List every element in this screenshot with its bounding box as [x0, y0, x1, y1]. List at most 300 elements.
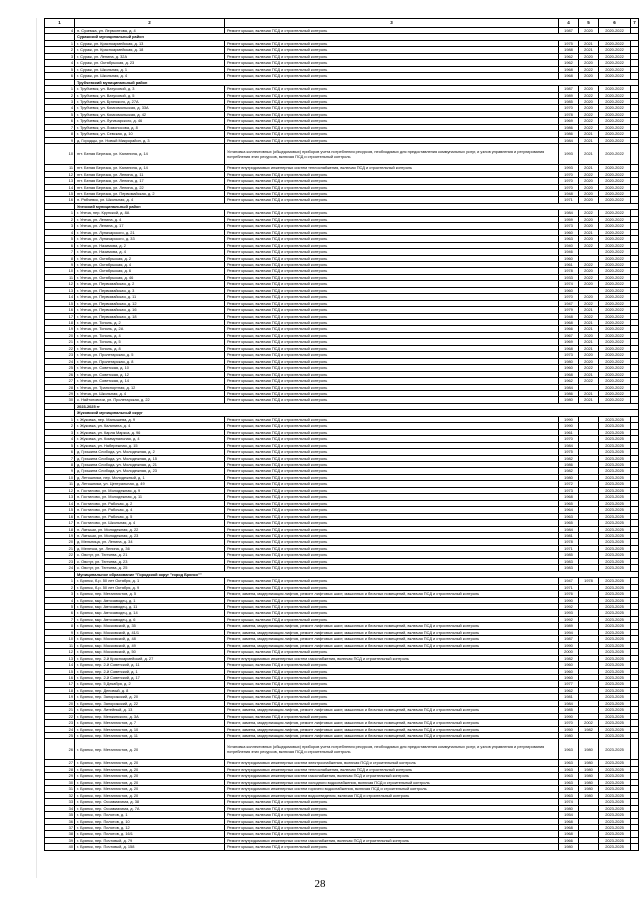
row-number-cell: 30 [45, 397, 75, 403]
address-cell: пгт. Белая Березка, ул. Первомайская, д. 2 [75, 190, 225, 196]
build-year-cell: 1985 [559, 552, 579, 558]
address-cell: г. Брянск, пер. Деповый, д. 8 [75, 687, 225, 693]
address-cell: г. Унеча, ул. Октябрьская, д. 4 [75, 261, 225, 267]
table-row [45, 739, 639, 760]
planned-period-cell: 2023-2025 [599, 799, 631, 805]
address-cell: г. Жуковка, пер. Малышева, д. 9 [75, 416, 225, 422]
build-year-cell: 1962 [559, 687, 579, 693]
work-type-cell: Ремонт крыши, включая ПСД и строительный контроль [225, 384, 559, 390]
row-number-cell: 13 [45, 287, 75, 293]
last-repair-year-cell: 2021 [579, 131, 599, 137]
planned-period-cell: 2020-2022 [599, 124, 631, 130]
last-repair-year-cell: 1980 [579, 786, 599, 792]
address-cell: г. Брянск, пер. Металлистов, д. 20 [75, 779, 225, 785]
address-cell: г. Брянск, пер. Металлистов, д. 20 [75, 786, 225, 792]
build-year-cell: 1984 [559, 137, 579, 143]
build-year-cell: 1990 [559, 597, 579, 603]
work-type-cell: Ремонт крыши, включая ПСД и строительный контроль [225, 229, 559, 235]
address-cell: г. Сураж, ул. Школьная, д. 1 [75, 66, 225, 72]
work-type-cell: Ремонт крыши, включая ПСД и строительный контроль [225, 111, 559, 117]
address-cell: д. Гришина Слобода, ул. Молодежная, д. 21 [75, 462, 225, 468]
row-number-cell: 12 [45, 649, 75, 655]
planned-period-cell: 2023-2025 [599, 642, 631, 648]
row-number-cell: 25 [45, 733, 75, 739]
planned-period-cell: 2020-2022 [599, 184, 631, 190]
page-number: 28 [314, 878, 326, 890]
last-repair-year-cell: 2021 [579, 137, 599, 143]
work-type-cell: Ремонт крыши, включая ПСД и строительный контроль [225, 53, 559, 59]
work-type-cell: Ремонт внутридомовых инженерных систем газоснабжения, включая ПСД и строительный контроль [225, 837, 559, 843]
planned-period-cell: 2023-2025 [599, 558, 631, 564]
last-repair-year-cell: 2020 [579, 236, 599, 242]
build-year-cell: 1980 [559, 805, 579, 811]
build-year-cell: 1985 [559, 707, 579, 713]
row-number-cell: 8 [45, 623, 75, 629]
build-year-cell: 1970 [559, 105, 579, 111]
last-repair-year-cell: 2021 [579, 345, 599, 351]
planned-period-cell: 2023-2025 [599, 513, 631, 519]
last-repair-year-cell: 1982 [579, 726, 599, 732]
work-type-cell: Ремонт крыши, включая ПСД и строительный контроль [225, 449, 559, 455]
address-cell: г. Брянск, пер. 2-й Советский, д. 11 [75, 662, 225, 668]
build-year-cell: 1963 [559, 779, 579, 785]
address-cell: пгт. Белая Березка, ул. Ленина, д. 17 [75, 178, 225, 184]
build-year-cell: 1963 [559, 760, 579, 766]
address-cell: г. Унеча, ул. Первомайская, д. 18 [75, 313, 225, 319]
last-repair-year-cell: 2022 [579, 313, 599, 319]
last-repair-year-cell: 2022 [579, 66, 599, 72]
last-repair-year-cell: 2021 [579, 339, 599, 345]
work-type-cell: Ремонт крыши, включая ПСД и строительный контроль [225, 481, 559, 487]
planned-period-cell: 2023-2025 [599, 779, 631, 785]
last-repair-year-cell: 2021 [579, 307, 599, 313]
planned-period-cell: 2020-2022 [599, 281, 631, 287]
row-number-cell: 24 [45, 726, 75, 732]
work-type-cell: Ремонт крыши, включая ПСД и строительный контроль [225, 552, 559, 558]
work-type-cell: Ремонт крыши, включая ПСД и строительный контроль [225, 223, 559, 229]
build-year-cell: 1961 [559, 261, 579, 267]
address-cell: г. Трубчевск, ул. Брянского, д. 27А [75, 98, 225, 104]
row-number-cell: 2 [45, 584, 75, 590]
row-number-cell: 7 [45, 249, 75, 255]
header-cell: 4 [559, 19, 579, 28]
planned-period-cell: 2020-2022 [599, 165, 631, 171]
planned-period-cell: 2023-2025 [599, 597, 631, 603]
planned-period-cell: 2020-2022 [599, 47, 631, 53]
address-cell: г. Брянск, пер. Металлистов, д. 20 [75, 739, 225, 760]
build-year-cell: 1992 [559, 616, 579, 622]
address-cell: г. Трубчевск, ул. Комсомольская, д. 42 [75, 111, 225, 117]
planned-period-cell: 2023-2025 [599, 773, 631, 779]
address-cell: д. Гришина Слобода, ул. Молодежная, д. 2 [75, 449, 225, 455]
work-type-cell: Ремонт крыши, включая ПСД и строительный контроль [225, 713, 559, 719]
planned-period-cell: 2020-2022 [599, 352, 631, 358]
work-type-cell: Ремонт крыши, включая ПСД и строительный контроль [225, 578, 559, 584]
address-cell: г. Брянск, пер. Металлистов, д. 10 [75, 726, 225, 732]
row-number-cell: 11 [45, 274, 75, 280]
address-cell: п. Гостилово, ул. Рабочая, д. 2 [75, 500, 225, 506]
build-year-cell: 1967 [559, 332, 579, 338]
address-cell: г. Брянск, пер. Пилотов, д. 10 [75, 818, 225, 824]
build-year-cell: 1971 [559, 584, 579, 590]
row-number-cell: 1 [45, 40, 75, 46]
work-type-cell: Ремонт, замена, модернизация лифтов, ремонт лифтовых шахт, машинных и блочных помещений, включая ПСД и строительный контроль [225, 591, 559, 597]
row-number-cell: 4 [45, 28, 75, 34]
build-year-cell: 1960 [559, 662, 579, 668]
build-year-cell: 1993 [559, 144, 579, 165]
build-year-cell: 1980 [559, 844, 579, 850]
address-cell: г. Брянск, пер. Пилотов, д. 12 [75, 825, 225, 831]
last-repair-year-cell: 2021 [579, 229, 599, 235]
work-type-cell: Ремонт крыши, включая ПСД и строительный контроль [225, 131, 559, 137]
build-year-cell: 1972 [559, 481, 579, 487]
row-number-cell: 9 [45, 468, 75, 474]
row-number-cell: 39 [45, 837, 75, 843]
build-year-cell: 1977 [559, 681, 579, 687]
planned-period-cell: 2023-2025 [599, 636, 631, 642]
work-type-cell: Ремонт крыши, включая ПСД и строительный контроль [225, 137, 559, 143]
address-cell: г. Брянск, пер. 2-й Советский, д. 17 [75, 674, 225, 680]
section-title: Жуковский муниципальный округ [75, 410, 639, 416]
work-type-cell: Ремонт крыши, включая ПСД и строительный контроль [225, 616, 559, 622]
build-year-cell: 1970 [559, 171, 579, 177]
row-number-cell: 4 [45, 105, 75, 111]
last-repair-year-cell: 2020 [579, 197, 599, 203]
row-number-cell: 8 [45, 255, 75, 261]
build-year-cell: 1946 [559, 249, 579, 255]
last-repair-year-cell: 2022 [579, 365, 599, 371]
work-type-cell: Ремонт крыши, включая ПСД и строительный контроль [225, 261, 559, 267]
build-year-cell: 1978 [559, 111, 579, 117]
table-row [45, 144, 639, 165]
row-number-cell: 10 [45, 144, 75, 165]
row-number-cell: 33 [45, 799, 75, 805]
address-cell: г. Унеча, ул. Октябрьская, д. 46 [75, 274, 225, 280]
planned-period-cell: 2023-2025 [599, 429, 631, 435]
work-type-cell: Ремонт крыши, включая ПСД и строительный контроль [225, 558, 559, 564]
address-cell: п. Латыши, ул. Молодежная, д. 22 [75, 526, 225, 532]
capital-repair-table [44, 18, 639, 851]
last-repair-year-cell: 2020 [579, 281, 599, 287]
address-cell: г. Сураж, ул. Красноармейская, д. 13 [75, 40, 225, 46]
planned-period-cell: 2020-2022 [599, 66, 631, 72]
build-year-cell: 1980 [559, 397, 579, 403]
planned-period-cell: 2023-2025 [599, 442, 631, 448]
work-type-cell: Ремонт крыши, включая ПСД и строительный контроль [225, 597, 559, 603]
work-type-cell: Ремонт крыши, включая ПСД и строительный контроль [225, 178, 559, 184]
work-type-cell: Ремонт крыши, включая ПСД и строительный контроль [225, 249, 559, 255]
work-type-cell: Ремонт, замена, модернизация лифтов, ремонт лифтовых шахт, машинных и блочных помещений, включая ПСД и строительный контроль [225, 726, 559, 732]
address-cell: пгт. Белая Березка, ул. Ленина, д. 11 [75, 171, 225, 177]
work-type-cell: Ремонт крыши, включая ПСД и строительный контроль [225, 500, 559, 506]
build-year-cell: 1960 [559, 287, 579, 293]
address-cell: г. Брянск, мкр. Московский, д. 35 [75, 623, 225, 629]
row-number-cell: 15 [45, 300, 75, 306]
table-body [45, 19, 639, 851]
build-year-cell: 1981 [559, 532, 579, 538]
address-cell: п. Гостилово, ул. Рабочая, д. 4 [75, 507, 225, 513]
work-type-cell: Ремонт крыши, включая ПСД и строительный контроль [225, 268, 559, 274]
planned-period-cell: 2023-2025 [599, 766, 631, 772]
planned-period-cell: 2020-2022 [599, 313, 631, 319]
build-year-cell: 1970 [559, 294, 579, 300]
address-cell: г. Брянск, мкр. Московский, д. 41/1 [75, 629, 225, 635]
address-cell: г. Унеча, пер. Крупской, д. 8А [75, 210, 225, 216]
work-type-cell: Ремонт крыши, включая ПСД и строительный контроль [225, 831, 559, 837]
planned-period-cell: 2023-2025 [599, 591, 631, 597]
work-type-cell: Ремонт, замена, модернизация лифтов, ремонт лифтовых шахт, машинных и блочных помещений, включая ПСД и строительный контроль [225, 733, 559, 739]
build-year-cell: 1969 [559, 339, 579, 345]
address-cell: д. Городцы, ул. Новый Микрорайон, д. 3 [75, 137, 225, 143]
build-year-cell: 1987 [559, 636, 579, 642]
row-number-cell: 14 [45, 662, 75, 668]
planned-period-cell: 2020-2022 [599, 294, 631, 300]
build-year-cell: 1968 [559, 345, 579, 351]
section-title: Трубчевский муниципальный район [75, 79, 639, 85]
address-cell: г. Унеча, ул. Тополь, д. 5 [75, 339, 225, 345]
planned-period-cell: 2020-2022 [599, 371, 631, 377]
last-repair-year-cell: 2022 [579, 210, 599, 216]
work-type-cell: Ремонт крыши, включая ПСД и строительный контроль [225, 539, 559, 545]
row-number-cell: 27 [45, 378, 75, 384]
build-year-cell: 1990 [559, 416, 579, 422]
build-year-cell: 1947 [559, 300, 579, 306]
planned-period-cell: 2023-2025 [599, 720, 631, 726]
address-cell: г. Сураж, ул. Школьная, д. 4 [75, 73, 225, 79]
address-cell: г. Брянск, мкр. Московский, д. 48 [75, 636, 225, 642]
work-type-cell: Ремонт крыши, включая ПСД и строительный контроль [225, 416, 559, 422]
last-repair-year-cell: 2021 [579, 144, 599, 165]
build-year-cell: 1959 [559, 216, 579, 222]
planned-period-cell: 2023-2025 [599, 584, 631, 590]
address-cell: г. Брянск, пер. Почтовый, д. 158 [75, 844, 225, 850]
build-year-cell: 1990 [559, 642, 579, 648]
build-year-cell: 1968 [559, 818, 579, 824]
planned-period-cell: 2020-2022 [599, 365, 631, 371]
planned-period-cell: 2020-2022 [599, 339, 631, 345]
header-cell: 2 [75, 19, 225, 28]
planned-period-cell: 2020-2022 [599, 105, 631, 111]
address-cell: г. Брянск, пер. Металлистов, д. 20 [75, 792, 225, 798]
work-type-cell: Ремонт крыши, включая ПСД и строительный контроль [225, 332, 559, 338]
work-type-cell: Ремонт крыши, включая ПСД и строительный контроль [225, 216, 559, 222]
work-type-cell: Ремонт крыши, включая ПСД и строительный контроль [225, 603, 559, 609]
planned-period-cell: 2020-2022 [599, 190, 631, 196]
address-cell: г. Брянск, мкр. Московский, д. 49 [75, 642, 225, 648]
row-number-cell: 11 [45, 481, 75, 487]
planned-period-cell: 2020-2022 [599, 92, 631, 98]
row-number-cell: 4 [45, 597, 75, 603]
address-cell: пгт. Белая Березка, ул. Калинина, д. 14 [75, 144, 225, 165]
planned-period-cell: 2020-2022 [599, 261, 631, 267]
build-year-cell: 1948 [559, 313, 579, 319]
last-repair-year-cell: 2021 [579, 326, 599, 332]
row-number-cell: 14 [45, 184, 75, 190]
address-cell: г. Брянск, пер. Металлистов, д. 7 [75, 720, 225, 726]
row-number-cell: 6 [45, 73, 75, 79]
row-number-cell: 2 [45, 216, 75, 222]
last-repair-year-cell: 2020 [579, 98, 599, 104]
planned-period-cell: 2023-2025 [599, 674, 631, 680]
planned-period-cell: 2020-2022 [599, 242, 631, 248]
build-year-cell: 1980 [559, 474, 579, 480]
planned-period-cell: 2023-2025 [599, 629, 631, 635]
last-repair-year-cell: 2021 [579, 397, 599, 403]
planned-period-cell: 2020-2022 [599, 378, 631, 384]
address-cell: г. Унеча, ул. Первомайская, д. 2 [75, 281, 225, 287]
work-type-cell: Ремонт внутридомовых инженерных систем газоснабжения, включая ПСД и строительный контроль [225, 655, 559, 661]
build-year-cell: 1978 [559, 268, 579, 274]
last-repair-year-cell: 2021 [579, 320, 599, 326]
work-type-cell: Ремонт крыши, включая ПСД и строительный контроль [225, 391, 559, 397]
build-year-cell: 1962 [559, 378, 579, 384]
address-cell: д. Летошники, ул. Центральная, д. 49 [75, 481, 225, 487]
work-type-cell: Ремонт внутридомовых инженерных систем теплоснабжения, включая ПСД и строительный контроль [225, 766, 559, 772]
planned-period-cell: 2020-2022 [599, 137, 631, 143]
work-type-cell: Ремонт крыши, включая ПСД и строительный контроль [225, 700, 559, 706]
planned-period-cell: 2023-2025 [599, 700, 631, 706]
build-year-cell: 1979 [559, 307, 579, 313]
last-repair-year-cell: 2021 [579, 47, 599, 53]
address-cell: г. Брянск, пер. Металлистов, д. 20 [75, 766, 225, 772]
planned-period-cell: 2023-2025 [599, 831, 631, 837]
planned-period-cell: 2020-2022 [599, 236, 631, 242]
address-cell: п. Гостилово, ул. Молодежная, д. 9 [75, 487, 225, 493]
row-number-cell: 27 [45, 760, 75, 766]
last-repair-year-cell: 1980 [579, 792, 599, 798]
row-number-cell: 5 [45, 111, 75, 117]
row-number-cell: 4 [45, 436, 75, 442]
section-title: 2023-2025 гг [75, 403, 639, 409]
work-type-cell: Ремонт крыши, включая ПСД и строительный контроль [225, 274, 559, 280]
row-number-cell: 15 [45, 507, 75, 513]
build-year-cell: 1954 [559, 812, 579, 818]
build-year-cell: 1981 [559, 694, 579, 700]
build-year-cell: 1994 [559, 629, 579, 635]
row-number-cell: 10 [45, 636, 75, 642]
build-year-cell: 1965 [559, 500, 579, 506]
row-number-cell: 6 [45, 242, 75, 248]
planned-period-cell: 2020-2022 [599, 255, 631, 261]
work-type-cell: Ремонт крыши, включая ПСД и строительный контроль [225, 565, 559, 571]
build-year-cell: 1960 [559, 365, 579, 371]
address-cell: п. Рябчевск, ул. Школьная, д. 4 [75, 197, 225, 203]
planned-period-cell: 2023-2025 [599, 545, 631, 551]
build-year-cell: 1968 [559, 831, 579, 837]
planned-period-cell: 2020-2022 [599, 332, 631, 338]
planned-period-cell: 2023-2025 [599, 578, 631, 584]
planned-period-cell: 2020-2022 [599, 274, 631, 280]
planned-period-cell: 2020-2022 [599, 384, 631, 390]
row-number-cell: 22 [45, 345, 75, 351]
address-cell: г. Сураж, ул. Октябрьская, д. 23 [75, 60, 225, 66]
work-type-cell: Ремонт крыши, включая ПСД и строительный контроль [225, 66, 559, 72]
work-type-cell: Ремонт крыши, включая ПСД и строительный контроль [225, 455, 559, 461]
row-number-cell: 20 [45, 332, 75, 338]
row-number-cell: 22 [45, 713, 75, 719]
row-number-cell: 9 [45, 137, 75, 143]
address-cell: г. Брянск, пер. Пилотов, д. 16/1 [75, 831, 225, 837]
planned-period-cell: 2020-2022 [599, 391, 631, 397]
work-type-cell: Ремонт крыши, включая ПСД и строительный контроль [225, 545, 559, 551]
build-year-cell: 1990 [559, 713, 579, 719]
work-type-cell: Ремонт крыши, включая ПСД и строительный контроль [225, 668, 559, 674]
row-number-cell: 3 [45, 98, 75, 104]
address-cell: г. Трубчевск, ул. Севская, д. 10 [75, 131, 225, 137]
address-cell: д. Гришина Слобода, ул. Молодежная, д. 23 [75, 468, 225, 474]
planned-period-cell: 2020-2022 [599, 73, 631, 79]
address-cell: г. Брянск, пер. Менжинского, д. 3А [75, 713, 225, 719]
work-type-cell: Ремонт крыши, включая ПСД и строительный контроль [225, 124, 559, 130]
work-type-cell: Ремонт внутридомовых инженерных систем холодного водоснабжения, включая ПСД и строительный контроль [225, 779, 559, 785]
build-year-cell: 1966 [559, 326, 579, 332]
build-year-cell: 1968 [559, 320, 579, 326]
row-number-cell: 2 [45, 423, 75, 429]
last-repair-year-cell: 2020 [579, 294, 599, 300]
work-type-cell: Ремонт, замена, модернизация лифтов, ремонт лифтовых шахт, машинных и блочных помещений, включая ПСД и строительный контроль [225, 636, 559, 642]
build-year-cell: 1968 [559, 494, 579, 500]
build-year-cell: 1940 [559, 242, 579, 248]
build-year-cell: 1968 [559, 66, 579, 72]
row-number-cell: 31 [45, 786, 75, 792]
planned-period-cell: 2023-2025 [599, 526, 631, 532]
build-year-cell: 1963 [559, 792, 579, 798]
row-number-cell: 36 [45, 818, 75, 824]
document-sheet [44, 18, 640, 851]
work-type-cell: Ремонт, замена, модернизация лифтов, ремонт лифтовых шахт, машинных и блочных помещений, включая ПСД и строительный контроль [225, 623, 559, 629]
build-year-cell: 1968 [559, 371, 579, 377]
address-cell: г. Унеча, ул. Первомайская, д. 11 [75, 294, 225, 300]
planned-period-cell: 2020-2022 [599, 358, 631, 364]
row-number-cell: 7 [45, 455, 75, 461]
row-number-cell: 29 [45, 773, 75, 779]
address-cell: п. Гостилово, ул. Рабочая, д. 5 [75, 513, 225, 519]
planned-period-cell: 2020-2022 [599, 320, 631, 326]
work-type-cell: Ремонт внутридомовых инженерных систем горячего водоснабжения, включая ПСД и строительный контроль [225, 786, 559, 792]
work-type-cell: Ремонт крыши, включая ПСД и строительный контроль [225, 674, 559, 680]
work-type-cell: Ремонт крыши, включая ПСД и строительный контроль [225, 487, 559, 493]
row-number-cell: 2 [45, 47, 75, 53]
work-type-cell: Ремонт крыши, включая ПСД и строительный контроль [225, 687, 559, 693]
work-type-cell: Ремонт крыши, включая ПСД и строительный контроль [225, 584, 559, 590]
planned-period-cell: 2023-2025 [599, 500, 631, 506]
row-number-cell: 1 [45, 416, 75, 422]
planned-period-cell: 2023-2025 [599, 487, 631, 493]
address-cell: г. Унеча, ул. Тополь, д. 2 [75, 320, 225, 326]
work-type-cell: Ремонт крыши, включая ПСД и строительный контроль [225, 242, 559, 248]
build-year-cell: 1974 [559, 799, 579, 805]
address-cell: г. Брянск, пер. Осоавиахима, д. 38 [75, 799, 225, 805]
build-year-cell: 1975 [559, 40, 579, 46]
build-year-cell: 1963 [559, 513, 579, 519]
row-number-cell: 11 [45, 165, 75, 171]
planned-period-cell: 2023-2025 [599, 449, 631, 455]
address-cell: г. Жуковка, ул. Карла Маркса, д. 96 [75, 429, 225, 435]
section-title: Суражский муниципальный район [75, 34, 639, 40]
work-type-cell: Ремонт крыши, включая ПСД и строительный контроль [225, 507, 559, 513]
last-repair-year-cell: 2022 [579, 378, 599, 384]
row-number-cell: 28 [45, 384, 75, 390]
row-number-cell: 13 [45, 178, 75, 184]
last-repair-year-cell: 2020 [579, 223, 599, 229]
build-year-cell: 1993 [559, 610, 579, 616]
address-cell: г. Унеча, ул. Советская, д. 10 [75, 365, 225, 371]
planned-period-cell: 2023-2025 [599, 416, 631, 422]
build-year-cell: 1970 [559, 720, 579, 726]
planned-period-cell: 2023-2025 [599, 649, 631, 655]
work-type-cell: Ремонт крыши, включая ПСД и строительный контроль [225, 60, 559, 66]
build-year-cell: 2000 [559, 649, 579, 655]
